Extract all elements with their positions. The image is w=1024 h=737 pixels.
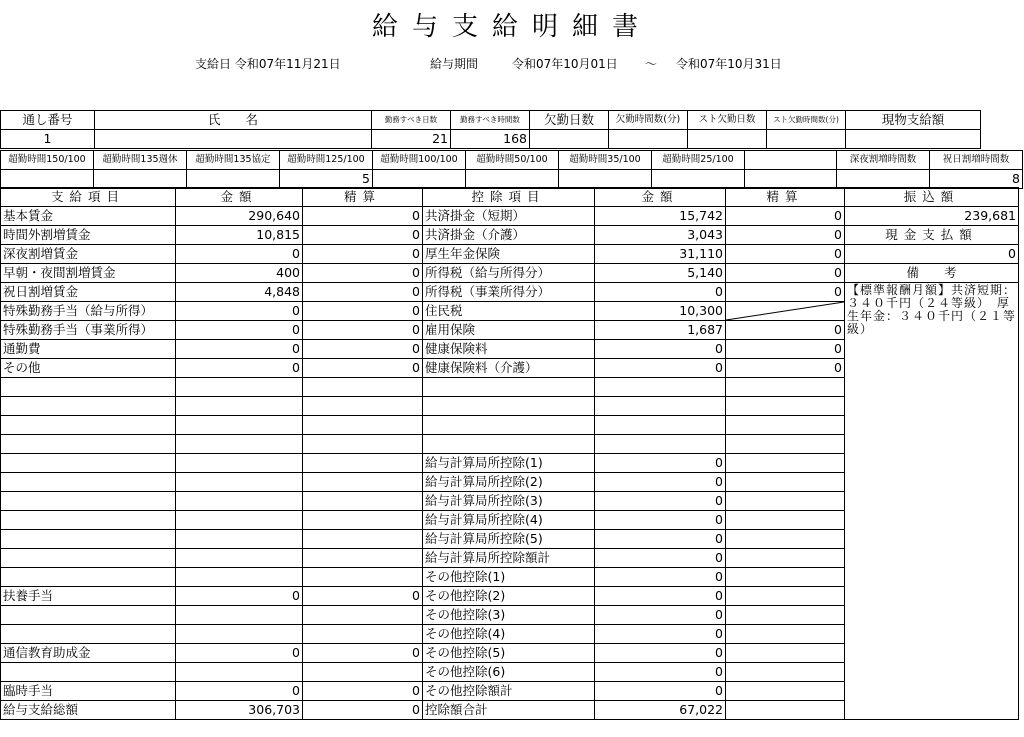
- pay-item-label: 通信教育助成金: [1, 644, 176, 663]
- deduction-item-label: その他控除(6): [423, 663, 595, 682]
- deduction-amount: 0: [595, 473, 726, 492]
- pay-amount: [176, 606, 303, 625]
- period-to: 令和07年10月31日: [676, 57, 782, 71]
- period-label: 給与期間: [430, 57, 479, 71]
- period-separator: ～: [645, 57, 658, 71]
- pay-adjust: [303, 606, 423, 625]
- deduction-adjust: [726, 530, 845, 549]
- deduction-amount: 0: [595, 454, 726, 473]
- deduction-adjust: [726, 606, 845, 625]
- deduction-amount: 0: [595, 530, 726, 549]
- deduction-amount: [595, 435, 726, 454]
- deduction-adjust: 0: [726, 245, 845, 264]
- pay-item-label: [1, 492, 176, 511]
- pay-amount: 0: [176, 682, 303, 701]
- deduction-item-label: その他控除額計: [423, 682, 595, 701]
- deduction-adjust: 0: [726, 359, 845, 378]
- pay-item-label: [1, 378, 176, 397]
- pay-amount: [176, 492, 303, 511]
- info-strike-minutes-value: [767, 130, 846, 149]
- deduction-amount: 0: [595, 606, 726, 625]
- deduction-item-label: その他控除(4): [423, 625, 595, 644]
- info-header-serial: 通し番号: [1, 111, 95, 130]
- transfer-amount: 239,681: [845, 207, 1019, 226]
- deduction-item-label: 健康保険料: [423, 340, 595, 359]
- deduction-adjust: [726, 587, 845, 606]
- pay-amount: 0: [176, 321, 303, 340]
- deduction-amount: 1,687: [595, 321, 726, 340]
- pay-adjust: [303, 625, 423, 644]
- pay-item-label: 特殊勤務手当（給与所得）: [1, 302, 176, 321]
- deduction-item-label: その他控除(3): [423, 606, 595, 625]
- overtime-value: 8: [930, 170, 1023, 189]
- info-header-strike-days: スト欠勤日数: [688, 111, 767, 130]
- pay-item-label: その他: [1, 359, 176, 378]
- pay-amount: [176, 397, 303, 416]
- deduction-item-header: 控除項目: [423, 188, 595, 207]
- deduction-adjust: [726, 454, 845, 473]
- deduction-amount: 15,742: [595, 207, 726, 226]
- pay-adjust: 0: [303, 340, 423, 359]
- deduction-item-label: その他控除(5): [423, 644, 595, 663]
- overtime-header: 超勤時間35/100: [559, 151, 652, 170]
- employee-info-table: [0, 110, 981, 149]
- pay-adjust: 0: [303, 245, 423, 264]
- pay-item-label: 基本賃金: [1, 207, 176, 226]
- deduction-item-label: 給与計算局所控除(2): [423, 473, 595, 492]
- deduction-amount: 0: [595, 625, 726, 644]
- info-in-kind-value: [846, 130, 981, 149]
- pay-item-label: 早朝・夜間割増賃金: [1, 264, 176, 283]
- pay-adjust: [303, 530, 423, 549]
- deduction-item-label: 控除額合計: [423, 701, 595, 720]
- pay-amount: 400: [176, 264, 303, 283]
- deduction-amount: 0: [595, 568, 726, 587]
- table-row: [1, 226, 1019, 245]
- pay-item-label: 臨時手当: [1, 682, 176, 701]
- pay-item-label: [1, 625, 176, 644]
- deduction-adjust: [726, 625, 845, 644]
- pay-adjust: 0: [303, 587, 423, 606]
- pay-amount: 0: [176, 359, 303, 378]
- pay-amount: 0: [176, 245, 303, 264]
- strike-diagonal-line: [726, 302, 844, 320]
- pay-item-label: 深夜割増賃金: [1, 245, 176, 264]
- deduction-amount: 31,110: [595, 245, 726, 264]
- deduction-amount: 0: [595, 340, 726, 359]
- deduction-adjust: 0: [726, 226, 845, 245]
- deduction-item-label: 給与計算局所控除(1): [423, 454, 595, 473]
- overtime-header: 超勤時間100/100: [373, 151, 466, 170]
- deduction-adjust: 0: [726, 340, 845, 359]
- pay-amount: [176, 454, 303, 473]
- deduction-item-label: 給与計算局所控除額計: [423, 549, 595, 568]
- deduction-amount: 0: [595, 492, 726, 511]
- info-header-name: 氏 名: [95, 111, 372, 130]
- deduction-item-label: [423, 416, 595, 435]
- pay-item-header: 支給項目: [1, 188, 176, 207]
- pay-item-label: [1, 568, 176, 587]
- transfer-header: 振込額: [845, 188, 1019, 207]
- overtime-header: 超勤時間135週休: [94, 151, 187, 170]
- pay-item-label: [1, 511, 176, 530]
- pay-amount: 306,703: [176, 701, 303, 720]
- deduction-item-label: 所得税（事業所得分）: [423, 283, 595, 302]
- pay-adjust: [303, 549, 423, 568]
- info-workdays-value: 21: [372, 130, 451, 149]
- overtime-header: 超勤時間50/100: [466, 151, 559, 170]
- pay-adjust: 0: [303, 644, 423, 663]
- deduction-item-label: 共済掛金（短期）: [423, 207, 595, 226]
- table-row: [1, 264, 1019, 283]
- deduction-adjust: 0: [726, 264, 845, 283]
- deduction-item-label: 住民税: [423, 302, 595, 321]
- overtime-table: [0, 150, 1023, 189]
- deduction-adjust: [726, 568, 845, 587]
- deduction-item-label: [423, 435, 595, 454]
- pay-adjust: 0: [303, 226, 423, 245]
- deduction-adjust: [726, 492, 845, 511]
- deduction-item-label: その他控除(1): [423, 568, 595, 587]
- pay-item-label: 給与支給総額: [1, 701, 176, 720]
- deduction-item-label: 雇用保険: [423, 321, 595, 340]
- deduction-item-label: 給与計算局所控除(3): [423, 492, 595, 511]
- deduction-item-label: その他控除(2): [423, 587, 595, 606]
- info-strike-days-value: [688, 130, 767, 149]
- overtime-value: [187, 170, 280, 189]
- cash-payment-amount: 0: [845, 245, 1019, 264]
- pay-item-label: [1, 435, 176, 454]
- pay-amount: [176, 568, 303, 587]
- remarks-box: [845, 283, 1019, 720]
- pay-amount: [176, 416, 303, 435]
- pay-item-label: [1, 663, 176, 682]
- deduction-adjust: 0: [726, 283, 845, 302]
- info-workhours-value: 168: [451, 130, 530, 149]
- info-serial-value: 1: [1, 130, 95, 149]
- deduction-amount: 0: [595, 511, 726, 530]
- remarks-header: 備 考: [845, 264, 1019, 283]
- pay-adjust-header: 精算: [303, 188, 423, 207]
- overtime-value: [559, 170, 652, 189]
- pay-adjust: 0: [303, 701, 423, 720]
- pay-adjust: [303, 473, 423, 492]
- deduction-adjust: 0: [726, 207, 845, 226]
- overtime-header: 祝日割増時間数: [930, 151, 1023, 170]
- pay-adjust: 0: [303, 264, 423, 283]
- deduction-amount: [595, 378, 726, 397]
- pay-adjust: [303, 435, 423, 454]
- deduction-amount: 0: [595, 644, 726, 663]
- cash-payment-label: 現金支払額: [845, 226, 1019, 245]
- pay-amount: 0: [176, 644, 303, 663]
- pay-adjust: 0: [303, 321, 423, 340]
- overtime-value: [745, 170, 837, 189]
- pay-amount: 290,640: [176, 207, 303, 226]
- pay-adjust: 0: [303, 359, 423, 378]
- deduction-amount: 67,022: [595, 701, 726, 720]
- overtime-header: 超勤時間150/100: [1, 151, 94, 170]
- deduction-item-label: 所得税（給与所得分）: [423, 264, 595, 283]
- deduction-adjust: [726, 378, 845, 397]
- deduction-amount: 0: [595, 587, 726, 606]
- deduction-amount: 0: [595, 549, 726, 568]
- deduction-item-label: [423, 397, 595, 416]
- pay-item-label: [1, 549, 176, 568]
- pay-date: 支給日 令和07年11月21日: [195, 57, 341, 71]
- deduction-amount: 0: [595, 663, 726, 682]
- pay-amount: [176, 663, 303, 682]
- deduction-amount: [595, 397, 726, 416]
- info-absence-days-value: [530, 130, 609, 149]
- pay-amount: [176, 530, 303, 549]
- pay-adjust: [303, 378, 423, 397]
- deduction-item-label: 共済掛金（介護）: [423, 226, 595, 245]
- pay-adjust: [303, 568, 423, 587]
- pay-amount: 0: [176, 587, 303, 606]
- pay-amount: [176, 549, 303, 568]
- table-row: [1, 245, 1019, 264]
- overtime-value: [1, 170, 94, 189]
- deduction-item-label: 厚生年金保険: [423, 245, 595, 264]
- pay-adjust: [303, 511, 423, 530]
- pay-adjust: [303, 416, 423, 435]
- table-row: [1, 207, 1019, 226]
- pay-item-label: [1, 473, 176, 492]
- pay-item-label: [1, 416, 176, 435]
- deduction-item-label: 給与計算局所控除(4): [423, 511, 595, 530]
- deduction-amount-header: 金額: [595, 188, 726, 207]
- deduction-amount: 0: [595, 283, 726, 302]
- pay-adjust: 0: [303, 302, 423, 321]
- info-header-in-kind: 現物支給額: [846, 111, 981, 130]
- info-header-absence-minutes: 欠勤時間数(分): [609, 111, 688, 130]
- deduction-item-label: [423, 378, 595, 397]
- info-header-workhours: 勤務すべき時間数: [451, 111, 530, 130]
- overtime-value: [94, 170, 187, 189]
- deduction-amount: 10,300: [595, 302, 726, 321]
- deduction-amount: [595, 416, 726, 435]
- deduction-adjust: [726, 397, 845, 416]
- pay-adjust: [303, 397, 423, 416]
- pay-amount: 10,815: [176, 226, 303, 245]
- table-row: [1, 283, 1019, 302]
- pay-detail-table: [0, 187, 1019, 720]
- overtime-header: 超勤時間25/100: [652, 151, 745, 170]
- info-header-absence-days: 欠勤日数: [530, 111, 609, 130]
- deduction-amount: 5,140: [595, 264, 726, 283]
- overtime-value: [466, 170, 559, 189]
- overtime-header: 深夜割増時間数: [837, 151, 930, 170]
- deduction-adjust: [726, 682, 845, 701]
- document-title: 給与支給明細書: [371, 12, 652, 42]
- remarks-text: 【標準報酬月額】共済短期：３４０千円（２４等級） 厚生年金：３４０千円（２１等級）: [847, 283, 1017, 336]
- pay-item-label: 扶養手当: [1, 587, 176, 606]
- pay-adjust: [303, 492, 423, 511]
- pay-adjust: [303, 454, 423, 473]
- pay-adjust: [303, 663, 423, 682]
- pay-item-label: 通勤費: [1, 340, 176, 359]
- deduction-adjust: [726, 473, 845, 492]
- deduction-adjust: [726, 302, 845, 321]
- deduction-adjust: [726, 663, 845, 682]
- overtime-value: [837, 170, 930, 189]
- pay-amount-header: 金額: [176, 188, 303, 207]
- overtime-value: 5: [280, 170, 373, 189]
- period-from: 令和07年10月01日: [512, 57, 618, 71]
- deduction-adjust-header: 精算: [726, 188, 845, 207]
- overtime-header: 超勤時間135協定: [187, 151, 280, 170]
- overtime-value: [652, 170, 745, 189]
- pay-adjust: 0: [303, 283, 423, 302]
- deduction-adjust: [726, 701, 845, 720]
- pay-adjust: 0: [303, 207, 423, 226]
- deduction-adjust: [726, 644, 845, 663]
- deduction-adjust: [726, 549, 845, 568]
- pay-item-label: 祝日割増賃金: [1, 283, 176, 302]
- pay-adjust: 0: [303, 682, 423, 701]
- deduction-adjust: 0: [726, 321, 845, 340]
- pay-amount: 4,848: [176, 283, 303, 302]
- pay-item-label: [1, 530, 176, 549]
- pay-item-label: 特殊勤務手当（事業所得）: [1, 321, 176, 340]
- pay-amount: [176, 435, 303, 454]
- pay-item-label: [1, 454, 176, 473]
- deduction-adjust: [726, 435, 845, 454]
- overtime-value: [373, 170, 466, 189]
- deduction-item-label: 健康保険料（介護）: [423, 359, 595, 378]
- info-header-workdays: 勤務すべき日数: [372, 111, 451, 130]
- info-name-value: [95, 130, 372, 149]
- pay-amount: [176, 511, 303, 530]
- deduction-adjust: [726, 416, 845, 435]
- pay-amount: [176, 378, 303, 397]
- pay-amount: 0: [176, 340, 303, 359]
- deduction-amount: 3,043: [595, 226, 726, 245]
- pay-amount: 0: [176, 302, 303, 321]
- pay-item-label: 時間外割増賃金: [1, 226, 176, 245]
- deduction-amount: 0: [595, 682, 726, 701]
- deduction-adjust: [726, 511, 845, 530]
- overtime-header: [745, 151, 837, 170]
- overtime-header: 超勤時間125/100: [280, 151, 373, 170]
- pay-amount: [176, 473, 303, 492]
- deduction-item-label: 給与計算局所控除(5): [423, 530, 595, 549]
- pay-item-label: [1, 606, 176, 625]
- info-absence-minutes-value: [609, 130, 688, 149]
- deduction-amount: 0: [595, 359, 726, 378]
- info-header-strike-minutes: スト欠勤時間数(分): [767, 111, 846, 130]
- pay-amount: [176, 625, 303, 644]
- pay-item-label: [1, 397, 176, 416]
